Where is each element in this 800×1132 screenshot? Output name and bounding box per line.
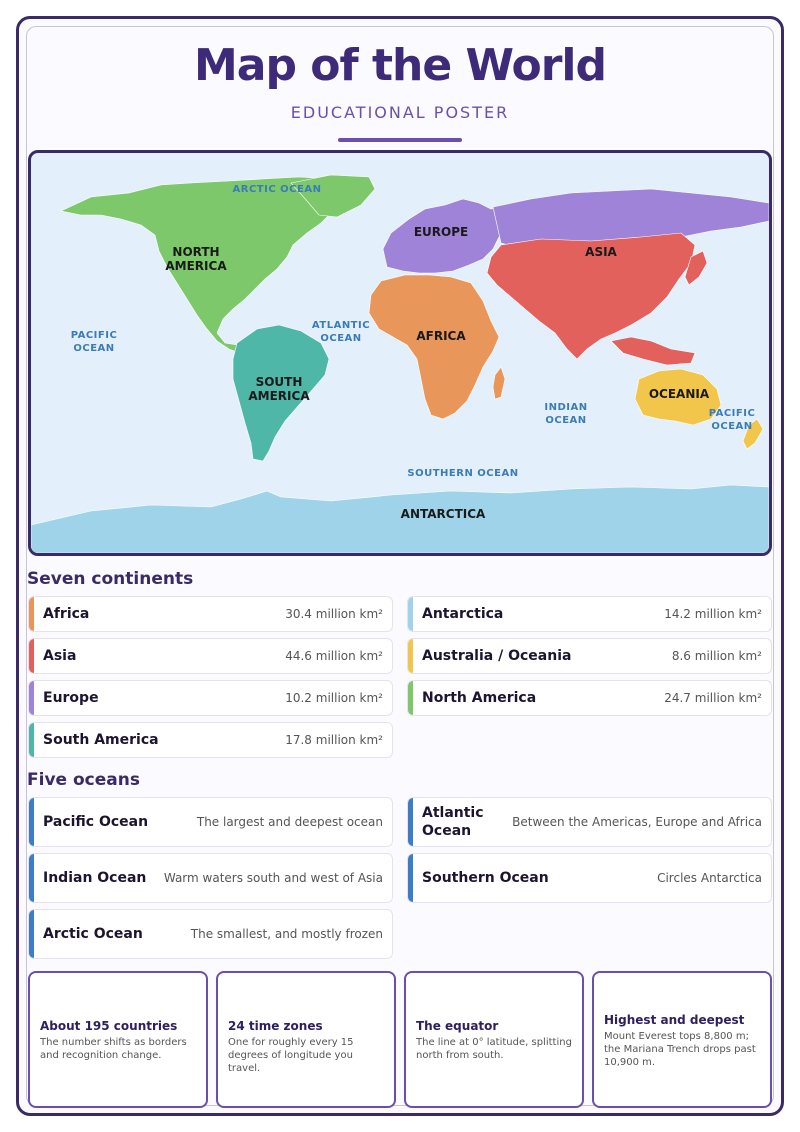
- label-pacific-ocean-west: PACIFIC OCEAN: [70, 330, 118, 354]
- continent-area: 30.4 million km²: [285, 607, 383, 621]
- continent-area: 17.8 million km²: [285, 733, 383, 747]
- card-accent: [29, 910, 34, 958]
- continent-card-asia: [28, 638, 393, 674]
- fact-title: About 195 countries: [40, 1019, 178, 1033]
- poster-subtitle: EDUCATIONAL POSTER: [290, 103, 510, 122]
- continent-area: 14.2 million km²: [664, 607, 762, 621]
- fact-body: One for roughly every 15 degrees of longitude you travel.: [228, 1037, 354, 1074]
- card-accent: [29, 597, 34, 631]
- card-accent: [29, 681, 34, 715]
- label-oceania: OCEANIA: [648, 387, 710, 401]
- continent-area: 44.6 million km²: [285, 649, 383, 663]
- continent-area: 10.2 million km²: [285, 691, 383, 705]
- label-antarctica: ANTARCTICA: [400, 507, 486, 521]
- fact-card-time-zones: [216, 971, 396, 1108]
- fact-title: 24 time zones: [228, 1019, 323, 1033]
- ocean-name: Arctic Ocean: [43, 926, 143, 942]
- continent-area: 8.6 million km²: [671, 649, 762, 663]
- continent-name: North America: [422, 690, 537, 706]
- card-accent: [408, 681, 413, 715]
- continent-name: Australia / Oceania: [422, 648, 572, 664]
- label-africa: AFRICA: [416, 329, 466, 343]
- card-accent: [29, 639, 34, 673]
- card-accent: [408, 597, 413, 631]
- label-asia: ASIA: [585, 245, 617, 259]
- continent-card-oceania: [407, 638, 772, 674]
- ocean-card-arctic: [28, 909, 393, 959]
- poster-title: Map of the World: [194, 40, 606, 91]
- card-accent: [29, 798, 34, 846]
- continent-shape-se-asia-islands: [611, 337, 695, 365]
- ocean-card-pacific: [28, 797, 393, 847]
- label-indian-ocean: INDIAN OCEAN: [544, 402, 588, 426]
- ocean-description: Circles Antarctica: [657, 871, 762, 885]
- continent-name: South America: [43, 732, 159, 748]
- oceans-heading: Five oceans: [27, 770, 140, 790]
- continent-name: Asia: [43, 648, 77, 664]
- fact-body: Mount Everest tops 8,800 m; the Mariana Trench drops past 10,900 m.: [604, 1031, 756, 1068]
- label-north-america: NORTH AMERICA: [165, 245, 227, 273]
- fact-title: Highest and deepest: [604, 1013, 745, 1027]
- ocean-card-indian: [28, 853, 393, 903]
- ocean-name: Southern Ocean: [422, 870, 549, 886]
- fact-card-equator: [404, 971, 584, 1108]
- title-divider: [338, 138, 462, 142]
- card-accent: [408, 639, 413, 673]
- ocean-name: Indian Ocean: [43, 870, 147, 886]
- fact-card-highest-deepest: [592, 971, 772, 1108]
- ocean-name: Pacific Ocean: [43, 814, 149, 830]
- label-europe: EUROPE: [413, 225, 469, 239]
- continent-card-antarctica: [407, 596, 772, 632]
- ocean-description: Between the Americas, Europe and Africa: [512, 815, 762, 829]
- label-pacific-ocean-east: PACIFIC OCEAN: [708, 408, 756, 432]
- label-atlantic-ocean: ATLANTIC OCEAN: [311, 320, 371, 344]
- continent-card-south-america: [28, 722, 393, 758]
- continents-heading: Seven continents: [27, 569, 194, 589]
- card-accent: [29, 723, 34, 757]
- continent-name: Europe: [43, 690, 99, 706]
- ocean-card-southern: [407, 853, 772, 903]
- continent-shape-madagascar: [493, 367, 505, 399]
- fact-card-countries: [28, 971, 208, 1108]
- label-south-america: SOUTH AMERICA: [248, 375, 310, 403]
- fact-title: The equator: [416, 1019, 499, 1033]
- fact-body: The line at 0° latitude, splitting north from south.: [416, 1037, 572, 1061]
- continent-card-europe: [28, 680, 393, 716]
- label-arctic-ocean: ARCTIC OCEAN: [232, 184, 322, 195]
- label-southern-ocean: SOUTHERN OCEAN: [407, 468, 519, 479]
- world-map: [28, 150, 772, 556]
- card-accent: [29, 854, 34, 902]
- continent-card-africa: [28, 596, 393, 632]
- card-accent: [408, 854, 413, 902]
- continent-name: Africa: [43, 606, 90, 622]
- continent-card-north-america: [407, 680, 772, 716]
- ocean-description: Warm waters south and west of Asia: [163, 871, 383, 885]
- continent-area: 24.7 million km²: [664, 691, 762, 705]
- world-map-graphic: [31, 153, 769, 553]
- continent-name: Antarctica: [422, 606, 504, 622]
- card-accent: [408, 798, 413, 846]
- ocean-description: The largest and deepest ocean: [196, 815, 383, 829]
- ocean-card-atlantic: [407, 797, 772, 847]
- fact-body: The number shifts as borders and recognition change.: [40, 1037, 187, 1061]
- ocean-name: Atlantic Ocean: [422, 805, 484, 839]
- continent-shape-africa: [369, 275, 499, 419]
- ocean-description: The smallest, and mostly frozen: [190, 927, 383, 941]
